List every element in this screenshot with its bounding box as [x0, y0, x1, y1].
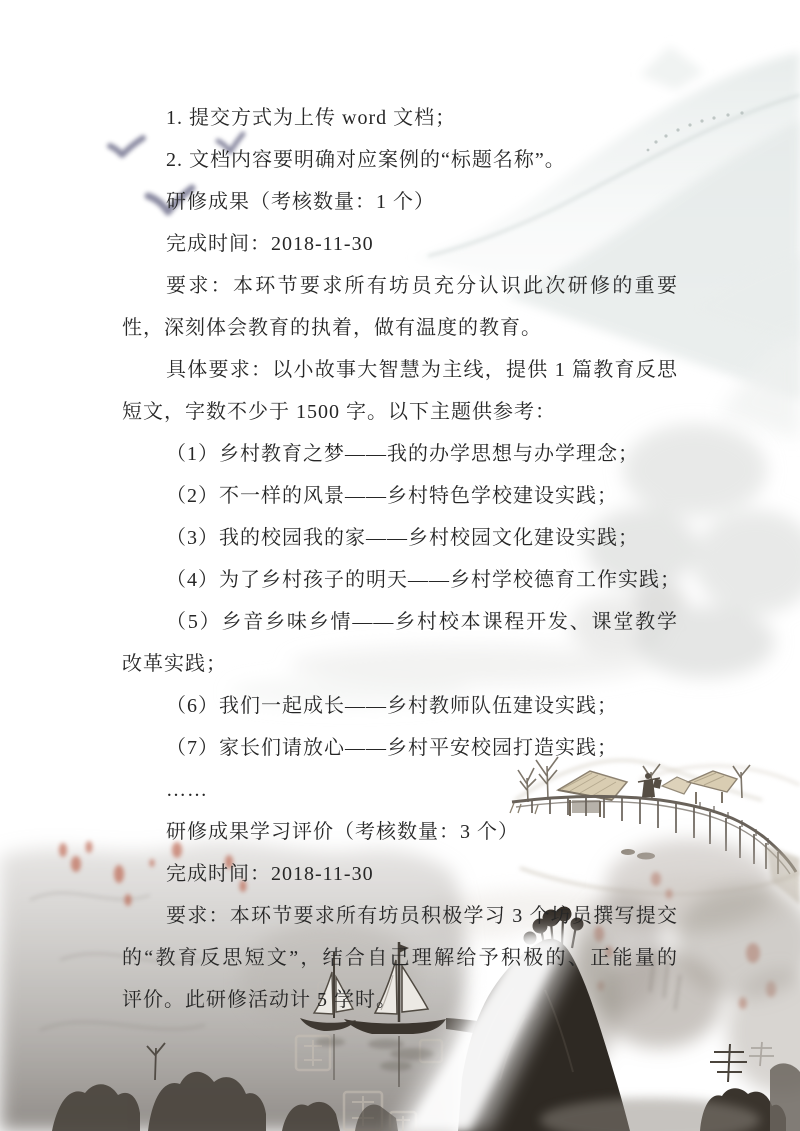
doc-line: （4）为了乡村孩子的明天——乡村学校德育工作实践； [166, 569, 681, 591]
doc-line: 1. 提交方式为上传 word 文档； [166, 107, 457, 129]
doc-line: 的“教育反思短文”，结合自己理解给予积极的、正能量的 [122, 947, 678, 969]
doc-line: （2）不一样的风景——乡村特色学校建设实践； [166, 485, 618, 507]
doc-line: 评价。此研修活动计 5 学时。 [122, 989, 397, 1011]
doc-line: 短文，字数不少于 1500 字。以下主题供参考： [122, 401, 556, 423]
doc-line: （7）家长们请放心——乡村平安校园打造实践； [166, 737, 618, 759]
doc-line: 性，深刻体会教育的执着，做有温度的教育。 [122, 317, 542, 339]
doc-line: （6）我们一起成长——乡村教师队伍建设实践； [166, 695, 618, 717]
doc-line: 研修成果（考核数量：1 个） [166, 191, 435, 213]
document-text [122, 97, 681, 1021]
doc-line: 2. 文档内容要明确对应案例的“标题名称”。 [166, 149, 566, 171]
doc-line: 研修成果学习评价（考核数量：3 个） [166, 821, 519, 843]
doc-line: 完成时间：2018-11-30 [166, 863, 374, 885]
doc-line: …… [166, 779, 208, 801]
doc-line: （3）我的校园我的家——乡村校园文化建设实践； [166, 527, 639, 549]
doc-line: 要求：本环节要求所有坊员充分认识此次研修的重要 [166, 275, 678, 297]
doc-line: 具体要求：以小故事大智慧为主线，提供 1 篇教育反思 [166, 359, 678, 381]
doc-line: 改革实践； [122, 653, 227, 675]
doc-line: （1）乡村教育之梦——我的办学思想与办学理念； [166, 443, 639, 465]
doc-line: 要求：本环节要求所有坊员积极学习 3 个坊员撰写提交 [166, 905, 678, 927]
doc-line: 完成时间：2018-11-30 [166, 233, 374, 255]
doc-line: （5）乡音乡味乡情——乡村校本课程开发、课堂教学 [166, 611, 678, 633]
